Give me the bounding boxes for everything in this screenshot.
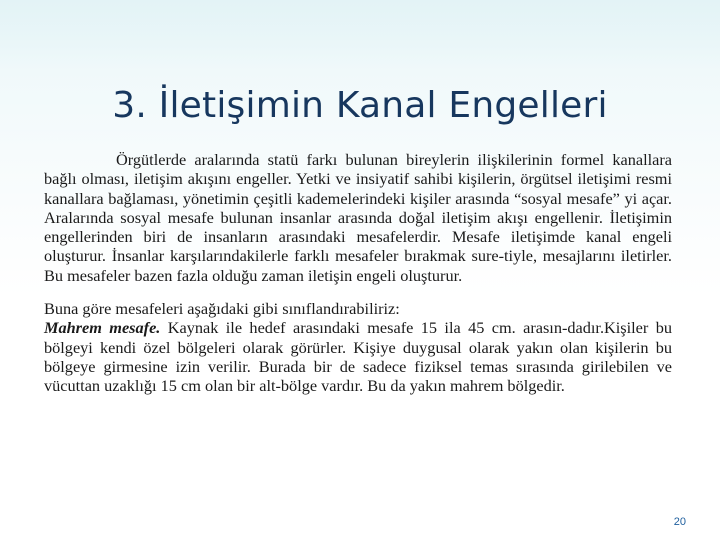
body-paragraph-3 (44, 318, 672, 395)
body-paragraph-1: Örgütlerde aralarında statü farkı bulunan bireylerin ilişkilerinin formel kanallara bağlı olması, iletişim akışını engeller. Yetki ve insiyatif sahibi kişilerin, örgütsel iletişimi resmi kanallara bağlaması, yönetimin çeşitli kademelerindeki kişiler arasında “sosyal mesafe” yi açar. Aralarında sosyal mesafe bulunan insanlar arasında doğal iletişim akışı engellenir. İletişimin engellerinden biri de insanların arasındaki mesafelerdir. Mesafe iletişimde kanal engeli oluşturur. İnsanlar karşılarındakilerle farklı mesafeler bırakmak sure-tiyle, mesajlarını iletirler. Bu mesafeler bazen fazla olduğu zaman iletişin engeli oluşturur. (44, 150, 672, 285)
slide-title: 3. İletişimin Kanal Engelleri (112, 85, 608, 126)
term-mahrem-mesafe: Mahrem mesafe. (44, 318, 161, 338)
body-paragraph-2: Buna göre mesafeleri aşağıdaki gibi sınıflandırabiliriz: (44, 299, 400, 319)
header-band (0, 0, 720, 70)
body-paragraph-3-text: Kaynak ile hedef arasındaki mesafe 15 ila 45 cm. arasın-dadır.Kişiler bu bölgeyi kendi özel bölgeleri olarak görürler. Kişiye duygusal olarak yakın olan kişilerin bu bölgeye girmesine izin verilir. Burada bir de sadece fiziksel temas sırasında girilebilen ve vücuttan uzaklığı 15 cm olan bir alt-bölge vardır. Bu da yakın mahrem bölgedir. (44, 318, 672, 396)
slide-body (44, 150, 672, 396)
page-number: 20 (673, 516, 686, 528)
